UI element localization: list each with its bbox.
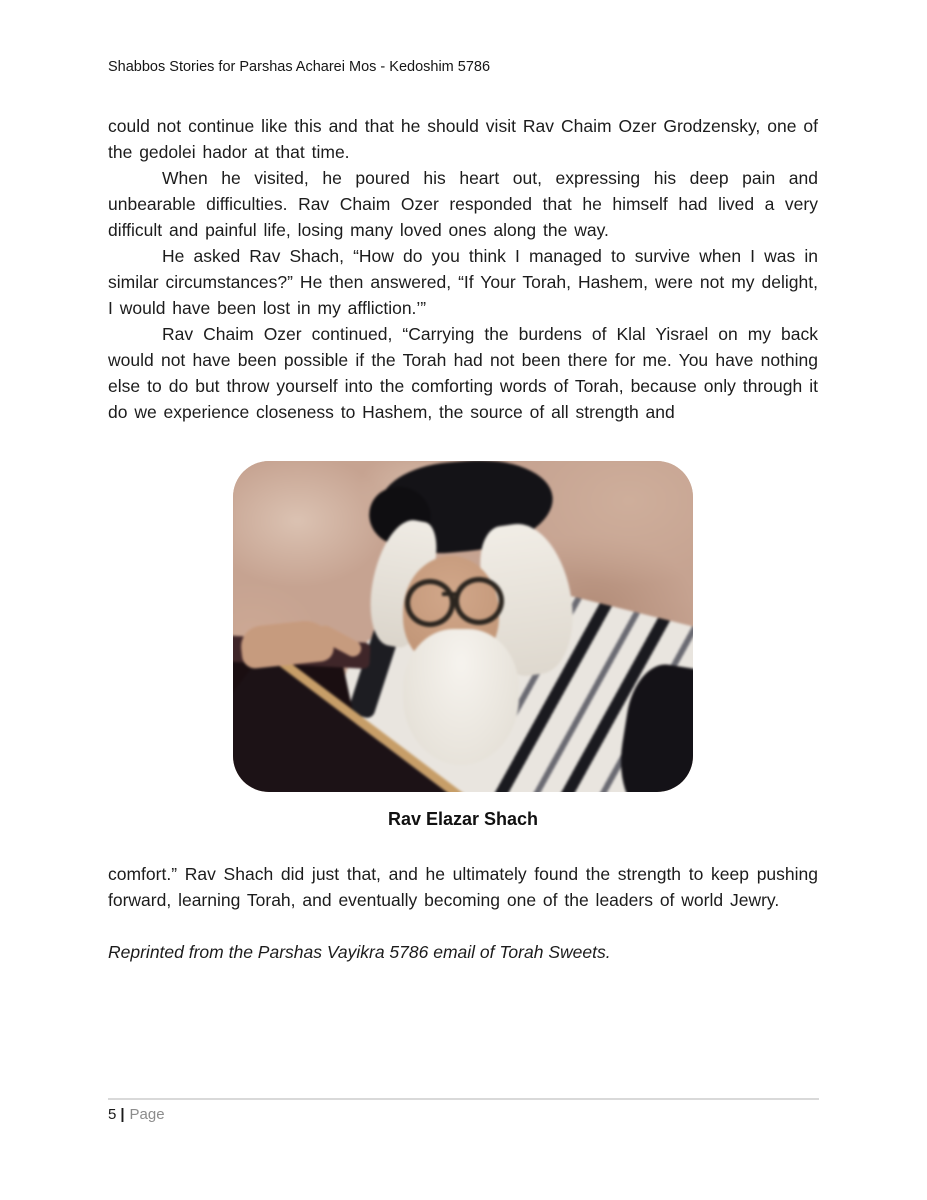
photo-glasses-left-lens xyxy=(405,579,455,627)
attribution-line: Reprinted from the Parshas Vayikra 5786 email of Torah Sweets. xyxy=(108,942,611,962)
paragraph-continued: could not continue like this and that he should visit Rav Chaim Ozer Grodzensky, one of the gedolei hador at that time. xyxy=(108,116,818,162)
footer-separator: | xyxy=(120,1106,125,1123)
running-header: Shabbos Stories for Parshas Acharei Mos - Kedoshim 5786 xyxy=(108,59,491,75)
photo-rav-elazar-shach xyxy=(233,461,693,792)
paragraph: When he visited, he poured his heart out, expressing his deep pain and unbearable difficulties. Rav Chaim Ozer responded that he himself had lived a very difficult and painful life, losing many loved ones along the way. xyxy=(108,168,818,240)
footer-text xyxy=(108,1105,819,1125)
page-content xyxy=(108,0,818,965)
footer-page-label: Page xyxy=(129,1106,165,1123)
page-number: 5 xyxy=(108,1106,117,1123)
paragraph: Rav Chaim Ozer continued, “Carrying the burdens of Klal Yisrael on my back would not have been possible if the Torah had not been there for me. You have nothing else to do but throw yourself into the comforting words of Torah, because only through it do we experience closeness to Hashem, the source of all strength and xyxy=(108,324,818,422)
photo-caption: Rav Elazar Shach xyxy=(387,809,539,829)
photo-glasses-bridge xyxy=(442,592,457,596)
paragraph-after-photo: comfort.” Rav Shach did just that, and he ultimately found the strength to keep pushing forward, learning Torah, and eventually becoming one of the leaders of world Jewry. xyxy=(108,864,818,910)
photo-beard-shape xyxy=(403,629,519,765)
footer-divider xyxy=(108,1098,819,1100)
paragraph: He asked Rav Shach, “How do you think I managed to survive when I was in similar circumstances?” He then answered, “If Your Torah, Hashem, were not my delight, I would have been lost in my affliction.’” xyxy=(108,246,818,318)
page-footer xyxy=(108,1098,819,1125)
photo-glasses-right-lens xyxy=(454,577,504,625)
photo-artwork xyxy=(233,461,693,792)
photo-figure xyxy=(108,461,818,831)
